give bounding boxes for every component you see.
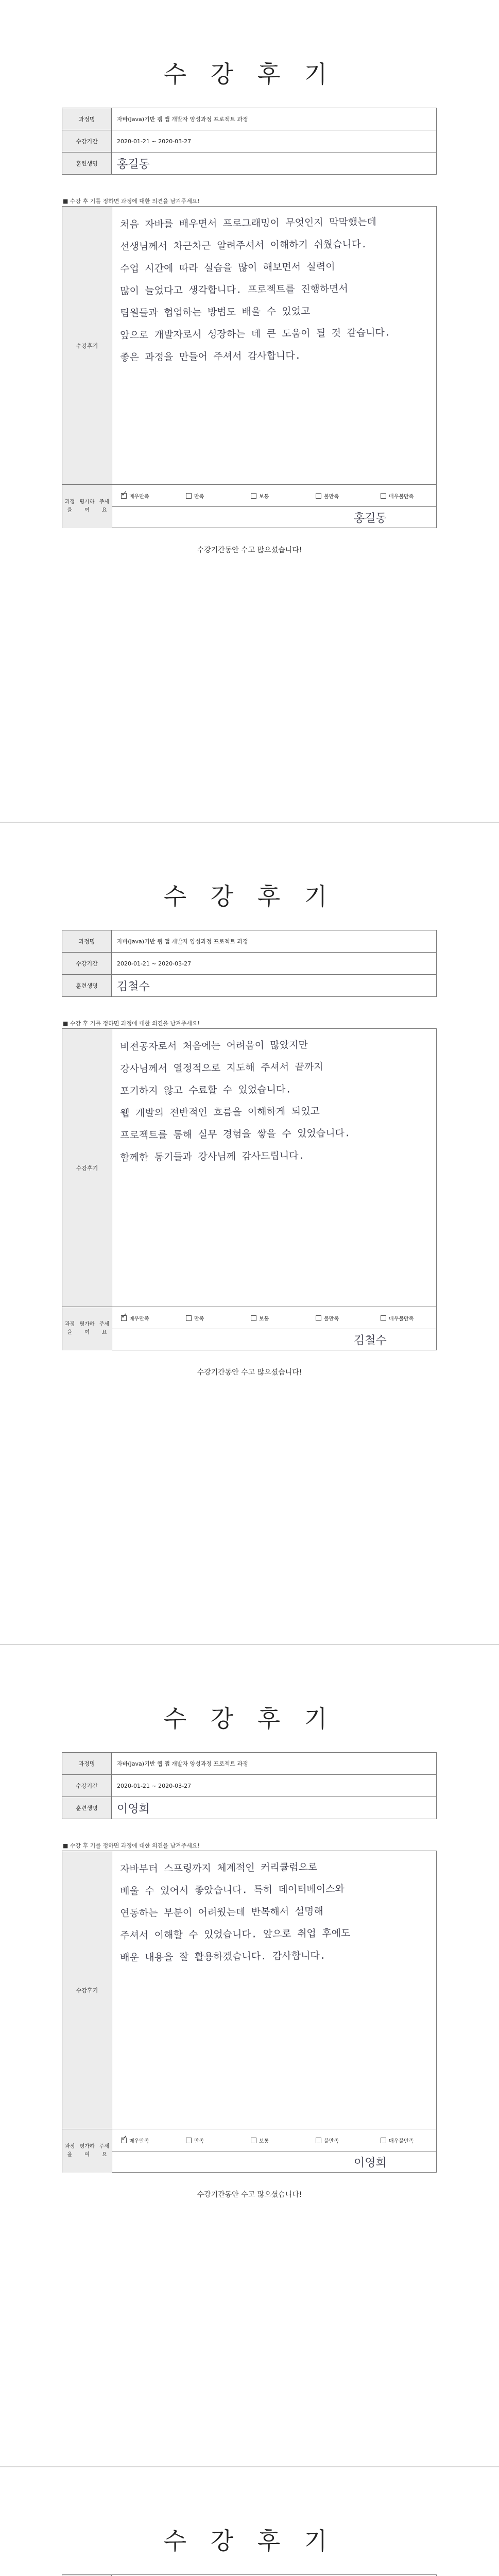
handwritten-review-line: 많이 늘었다고 생각합니다. 프로젝트를 진행하면서: [120, 283, 348, 297]
rating-label-line: 주세요: [99, 2144, 110, 2158]
course-info-table: [62, 930, 437, 997]
rating-checkbox[interactable]: [316, 493, 321, 499]
handwritten-signature: 김철수: [354, 1334, 387, 1347]
handwritten-signature: 이영희: [354, 2156, 387, 2170]
course-name-text: 자바(Java)기반 웹 앱 개발자 양성과정 프로젝트 과정: [117, 116, 248, 123]
review-body: [120, 214, 430, 479]
rating-checkbox[interactable]: [251, 493, 256, 499]
handwritten-review-line: 처음 자바를 배우면서 프로그래밍이 무엇인지 막막했는데: [120, 216, 377, 230]
page-title: 수 강 후 기: [163, 60, 336, 88]
rating-checkbox[interactable]: [186, 493, 192, 499]
rating-box: [62, 1307, 437, 1350]
rating-option[interactable]: [242, 2137, 306, 2144]
handwritten-review-line: 앞으로 개발자로서 성장하는 데 큰 도움이 될 것 같습니다.: [120, 327, 391, 341]
rating-option-label: 매우불만족: [389, 494, 414, 500]
course-period-label: 수강기간: [62, 130, 112, 152]
rating-option[interactable]: [306, 492, 371, 500]
course-period-label: 수강기간: [62, 1775, 112, 1797]
review-body: [120, 1858, 430, 2124]
rating-label-line: 평가하여: [79, 499, 95, 513]
trainee-name-value: [112, 152, 437, 175]
info-row: [62, 930, 437, 953]
rating-checkbox[interactable]: [381, 2138, 386, 2143]
trainee-name-value: [112, 975, 437, 997]
rating-options-row: [112, 485, 436, 507]
course-info-table: [62, 108, 437, 175]
rating-option-label: 불만족: [324, 494, 339, 500]
rating-label-line: 평가하여: [79, 2144, 95, 2158]
handwritten-review-line: 연동하는 부분이 어려웠는데 반복해서 설명해: [120, 1905, 323, 1919]
handwritten-review-line: 선생님께서 차근차근 알려주셔서 이해하기 쉬웠습니다.: [120, 238, 367, 252]
rating-checkbox[interactable]: [381, 1315, 386, 1321]
page-title: 수 강 후 기: [163, 2527, 336, 2555]
course-name-value: [112, 108, 437, 130]
course-period-text: 2020-01-21 ~ 2020-03-27: [117, 960, 192, 967]
handwritten-review-line: 함께한 동기들과 강사님께 감사드립니다.: [120, 1150, 305, 1163]
rating-option-label: 보통: [259, 2138, 269, 2144]
rating-option[interactable]: [306, 2137, 371, 2144]
closing-text: 수강기간동안 수고 많으셨습니다!: [197, 1368, 302, 1377]
rating-option-label: 매우불만족: [389, 1316, 414, 1322]
course-period-value: [112, 953, 437, 975]
handwritten-review-line: 프로젝트를 통해 실무 경험을 쌓을 수 있었습니다.: [120, 1127, 351, 1141]
rating-option[interactable]: [177, 492, 242, 500]
rating-checkbox[interactable]: [186, 2138, 192, 2143]
review-box: [62, 206, 437, 485]
rating-label-line: 주세요: [99, 499, 110, 513]
rating-option[interactable]: [306, 1314, 371, 1322]
review-box: [62, 1028, 437, 1307]
rating-box: [62, 485, 437, 528]
handwritten-review-line: 수업 시간에 따라 실습을 많이 해보면서 실력이: [120, 261, 335, 275]
course-name-text: 자바(Java)기반 웹 앱 개발자 양성과정 프로젝트 과정: [117, 938, 248, 945]
rating-checkbox[interactable]: [316, 1315, 321, 1321]
rating-option[interactable]: [371, 2137, 436, 2144]
trainee-name-text: 김철수: [117, 980, 150, 993]
rating-label: [62, 1307, 112, 1350]
rating-checkbox[interactable]: [251, 1315, 256, 1321]
review-label: 수강후기: [62, 1851, 112, 2129]
rating-option[interactable]: [112, 1314, 177, 1322]
info-row: [62, 108, 437, 130]
signature-row: [112, 1329, 436, 1350]
course-name-value: [112, 930, 437, 953]
rating-label-line: 주세요: [99, 1321, 110, 1335]
course-period-value: [112, 130, 437, 152]
info-row: [62, 130, 437, 152]
course-name-value: [112, 1753, 437, 1775]
review-body: [120, 1036, 430, 1301]
rating-label: [62, 485, 112, 528]
rating-option-label: 매우만족: [129, 494, 149, 500]
page-title: 수 강 후 기: [163, 1705, 336, 1733]
review-box: [62, 1851, 437, 2129]
course-name-label: 과정명: [62, 930, 112, 953]
course-period-text: 2020-01-21 ~ 2020-03-27: [117, 1782, 192, 1789]
trainee-name-text: 이영희: [117, 1802, 150, 1816]
rating-checkbox[interactable]: [121, 493, 127, 499]
rating-option[interactable]: [177, 2137, 242, 2144]
rating-option[interactable]: [112, 492, 177, 500]
trainee-name-text: 홍길동: [117, 158, 150, 171]
course-period-text: 2020-01-21 ~ 2020-03-27: [117, 138, 192, 145]
notice-text: ■ 수강 후 기를 정하면 과정에 대한 의견을 남겨주세요!: [63, 1842, 200, 1849]
rating-checkbox[interactable]: [381, 493, 386, 499]
review-page: [0, 0, 499, 822]
course-period-value: [112, 1775, 437, 1797]
rating-label-line: 과정을: [64, 1321, 75, 1335]
handwritten-review-line: 좋은 과정을 만들어 주셔서 감사합니다.: [120, 350, 301, 363]
rating-label-line: 평가하여: [79, 1321, 95, 1335]
signature-row: [112, 506, 436, 528]
handwritten-review-line: 팀원들과 협업하는 방법도 배울 수 있었고: [120, 306, 311, 319]
rating-option-label: 매우만족: [129, 1316, 149, 1322]
rating-option-label: 보통: [259, 494, 269, 500]
review-label: 수강후기: [62, 207, 112, 484]
handwritten-review-line: 배운 내용을 잘 활용하겠습니다. 감사합니다.: [120, 1950, 326, 1963]
handwritten-review-line: 주셔서 이해할 수 있었습니다. 앞으로 취업 후에도: [120, 1927, 351, 1941]
rating-option[interactable]: [242, 492, 306, 500]
info-row: [62, 1753, 437, 1775]
rating-option-label: 불만족: [324, 2138, 339, 2144]
rating-options-row: [112, 1307, 436, 1329]
course-name-label: 과정명: [62, 108, 112, 130]
trainee-name-label: 훈련생명: [62, 152, 112, 175]
rating-checkbox[interactable]: [316, 2138, 321, 2143]
rating-checkbox[interactable]: [251, 2138, 256, 2143]
review-page: [0, 1645, 499, 2467]
review-page: [0, 2467, 499, 2576]
rating-option[interactable]: [371, 1314, 436, 1322]
rating-option-label: 만족: [194, 494, 204, 500]
handwritten-signature: 홍길동: [354, 512, 387, 525]
handwritten-review-line: 자바부터 스프링까지 체계적인 커리큘럼으로: [120, 1861, 318, 1875]
rating-option[interactable]: [242, 1314, 306, 1322]
closing-text: 수강기간동안 수고 많으셨습니다!: [197, 2191, 302, 2199]
signature-row: [112, 2151, 436, 2173]
notice-text: ■ 수강 후 기를 정하면 과정에 대한 의견을 남겨주세요!: [63, 1020, 200, 1027]
rating-box: [62, 2129, 437, 2173]
course-info-table: [62, 1752, 437, 1819]
notice-text: ■ 수강 후 기를 정하면 과정에 대한 의견을 남겨주세요!: [63, 198, 200, 205]
course-name-text: 자바(Java)기반 웹 앱 개발자 양성과정 프로젝트 과정: [117, 1760, 248, 1767]
info-row: [62, 1797, 437, 1819]
info-row: [62, 152, 437, 175]
rating-label: [62, 2129, 112, 2173]
rating-option[interactable]: [177, 1314, 242, 1322]
rating-checkbox[interactable]: [121, 2138, 127, 2143]
rating-option-label: 만족: [194, 1316, 204, 1322]
handwritten-review-line: 강사님께서 열정적으로 지도해 주셔서 끝까지: [120, 1061, 323, 1075]
trainee-name-value: [112, 1797, 437, 1819]
handwritten-review-line: 포기하지 않고 수료할 수 있었습니다.: [120, 1083, 291, 1097]
review-label: 수강후기: [62, 1029, 112, 1307]
rating-option[interactable]: [371, 492, 436, 500]
rating-option-label: 보통: [259, 1316, 269, 1322]
handwritten-review-line: 비전공자로서 처음에는 어려움이 많았지만: [120, 1039, 308, 1053]
info-row: [62, 1775, 437, 1797]
rating-option-label: 만족: [194, 2138, 204, 2144]
rating-options-row: [112, 2129, 436, 2151]
rating-label-line: 과정을: [64, 499, 75, 513]
rating-option[interactable]: [112, 2137, 177, 2144]
info-row: [62, 953, 437, 975]
page-title: 수 강 후 기: [163, 883, 336, 910]
info-row: [62, 975, 437, 997]
handwritten-review-line: 웹 개발의 전반적인 흐름을 이해하게 되었고: [120, 1105, 320, 1119]
rating-option-label: 불만족: [324, 1316, 339, 1322]
rating-option-label: 매우불만족: [389, 2138, 414, 2144]
rating-label-line: 과정을: [64, 2144, 75, 2158]
rating-checkbox[interactable]: [121, 1315, 127, 1321]
rating-checkbox[interactable]: [186, 1315, 192, 1321]
rating-option-label: 매우만족: [129, 2138, 149, 2144]
course-name-label: 과정명: [62, 1753, 112, 1775]
review-page: [0, 822, 499, 1645]
trainee-name-label: 훈련생명: [62, 975, 112, 997]
course-period-label: 수강기간: [62, 953, 112, 975]
trainee-name-label: 훈련생명: [62, 1797, 112, 1819]
closing-text: 수강기간동안 수고 많으셨습니다!: [197, 546, 302, 554]
handwritten-review-line: 배울 수 있어서 좋았습니다. 특히 데이터베이스와: [120, 1883, 345, 1897]
